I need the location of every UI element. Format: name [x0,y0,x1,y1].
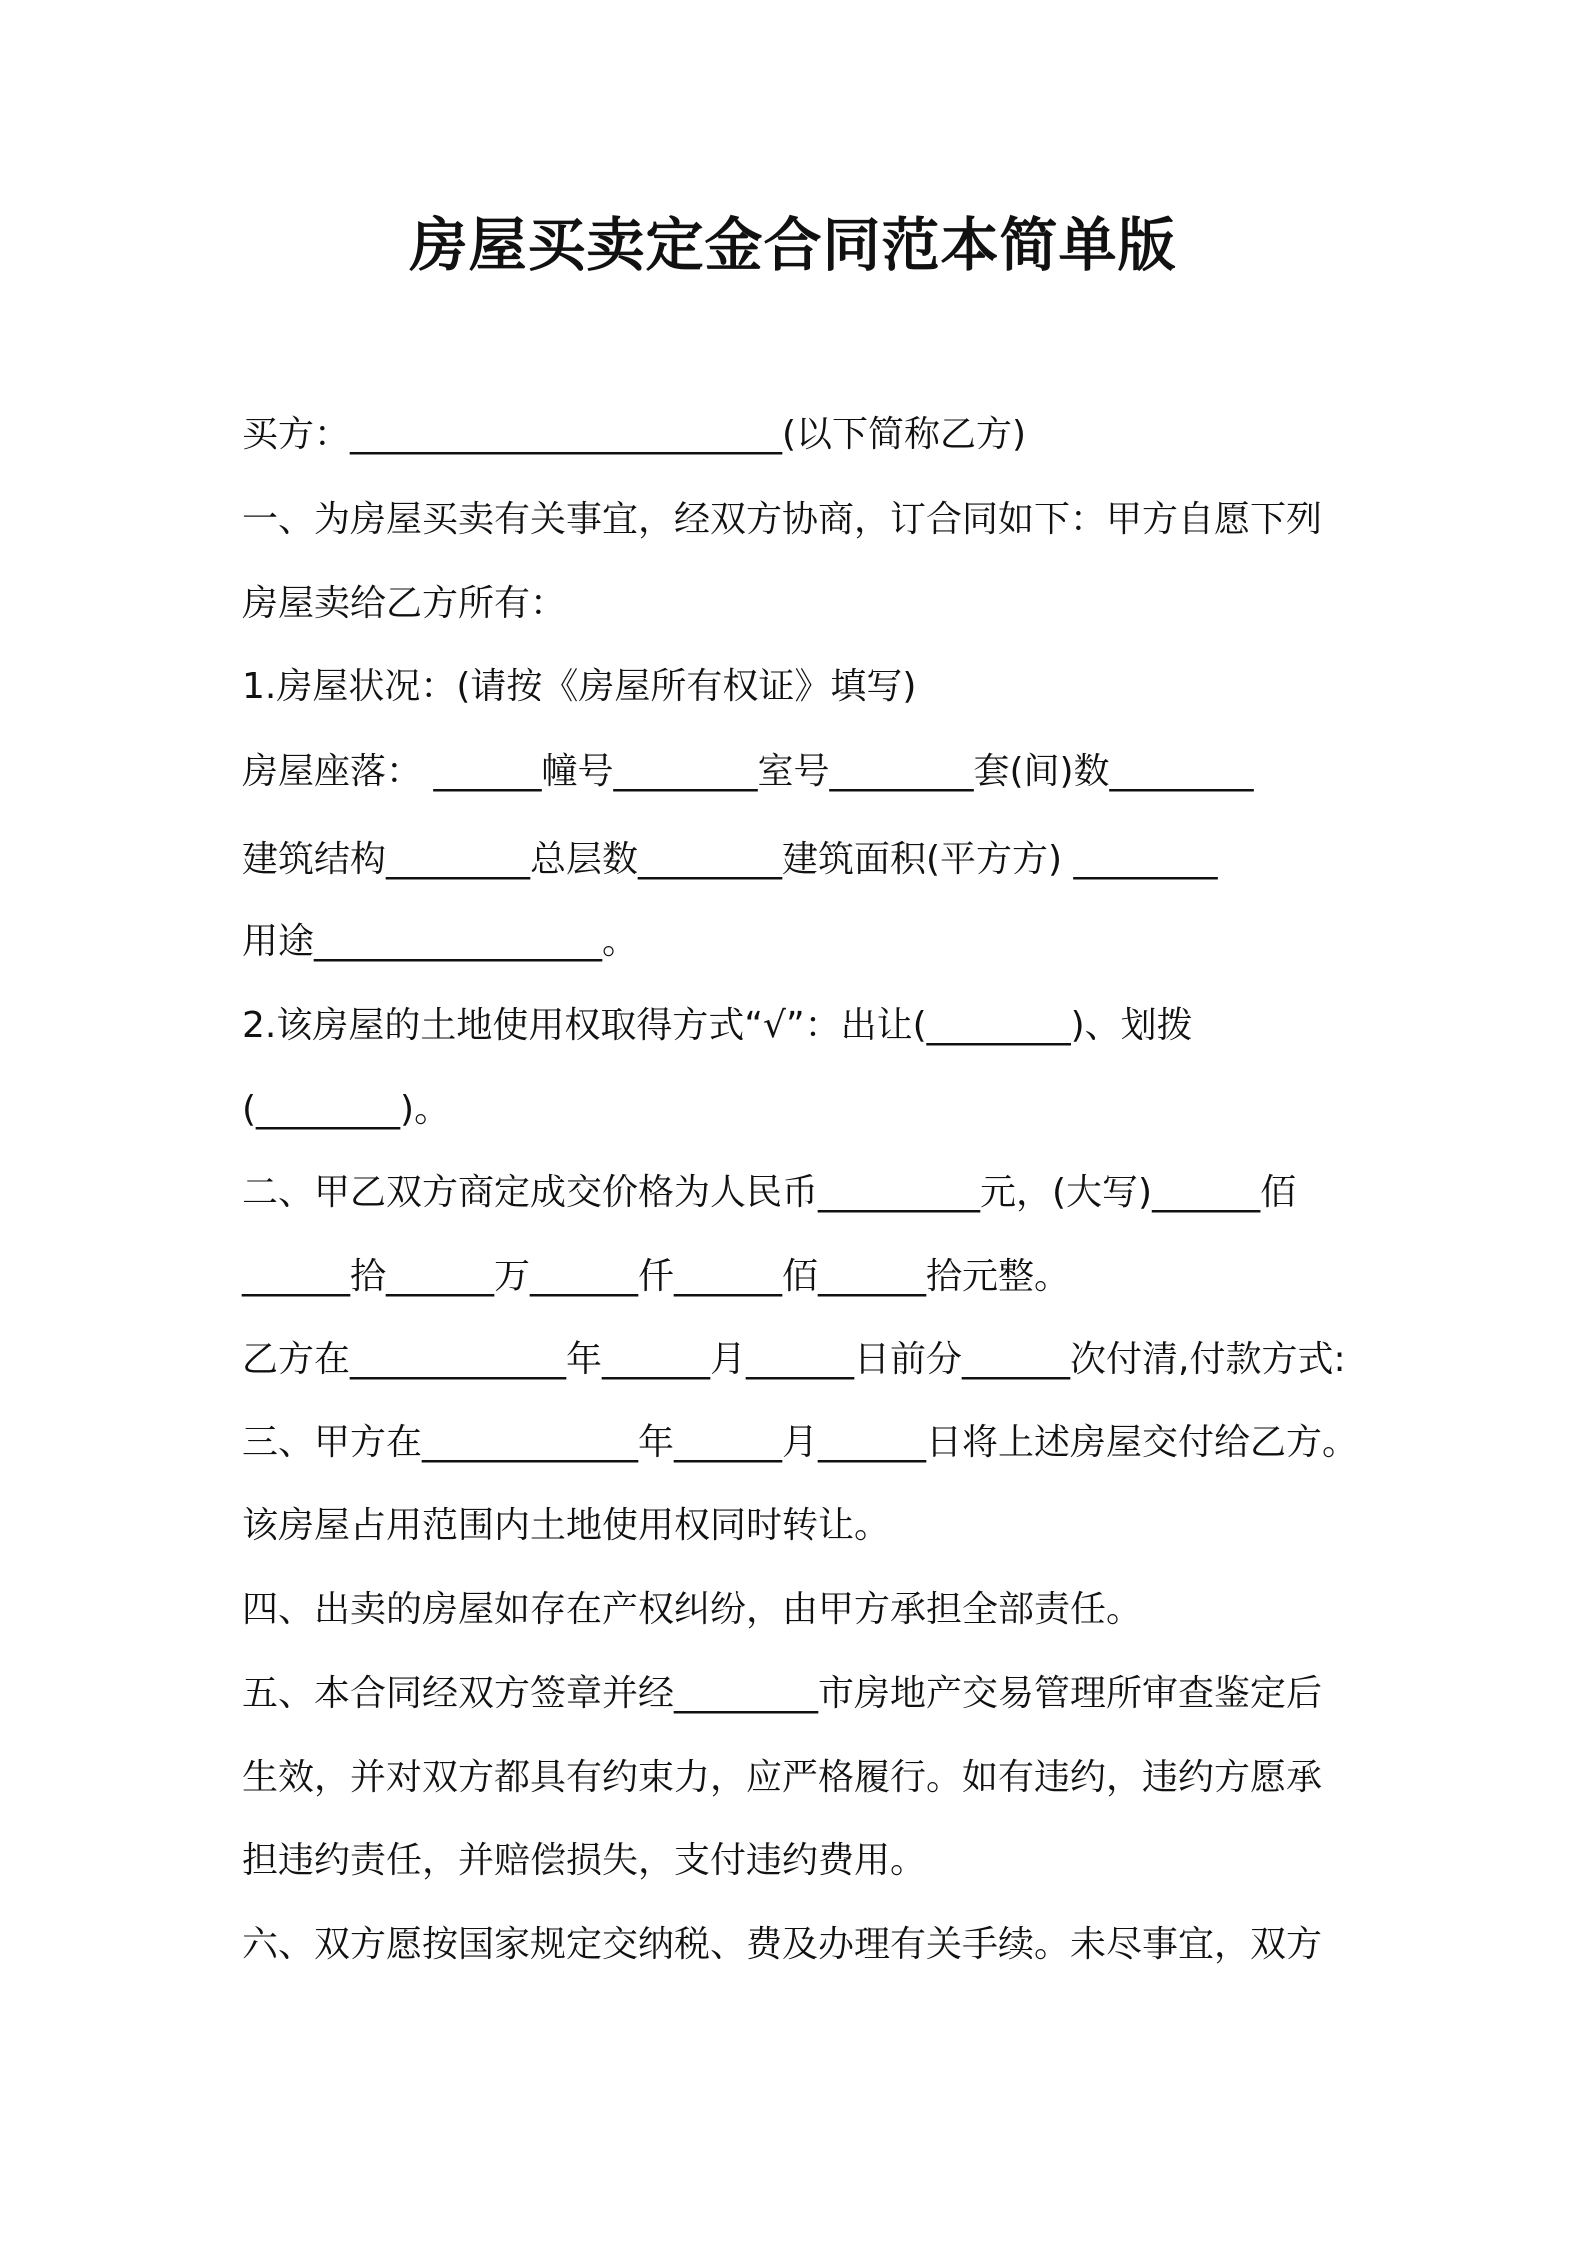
clause-5-line-3: 担违约责任，并赔偿损失，支付违约费用。 [242,1840,927,1881]
price-line-2: ______拾______万______仟______佰______拾元整。 [242,1256,1071,1297]
clause-5-line-2: 生效，并对双方都具有约束力，应严格履行。如有违约，违约方愿承 [242,1757,1323,1798]
property-location-line: 房屋座落： ______幢号________室号________套(间)数________ [242,751,1254,792]
clause-4-line: 四、出卖的房屋如存在产权纠纷，由甲方承担全部责任。 [242,1589,1143,1630]
clause-1-intro-line-2: 房屋卖给乙方所有： [242,583,567,624]
buyer-line: 买方：________________________(以下简称乙方) [242,414,1027,455]
clause-5-line-1: 五、本合同经双方签章并经________市房地产交易管理所审查鉴定后 [242,1673,1323,1714]
land-use-right-line-2: (________)。 [242,1089,451,1130]
payment-line: 乙方在____________年______月______日前分______次付清,付款方式: [242,1339,1346,1380]
clause-1-intro-line-1: 一、为房屋买卖有关事宜，经双方协商，订合同如下：甲方自愿下列 [242,499,1323,540]
clause-6-line-1: 六、双方愿按国家规定交纳税、费及办理有关手续。未尽事宜，双方 [242,1924,1323,1965]
property-status-heading: 1.房屋状况：(请按《房屋所有权证》填写) [242,666,917,707]
clause-3-line-1: 三、甲方在____________年______月______日将上述房屋交付给乙方。 [242,1422,1359,1463]
price-line-1: 二、甲乙双方商定成交价格为人民币_________元，(大写)______佰 [242,1172,1297,1213]
land-use-right-line-1: 2.该房屋的土地使用权取得方式“√”：出让(________)、划拨 [242,1005,1193,1046]
building-structure-line: 建筑结构________总层数________建筑面积(平方方) ________ [242,839,1218,880]
clause-3-line-2: 该房屋占用范围内土地使用权同时转让。 [242,1505,891,1546]
document-title: 房屋买卖定金合同范本简单版 [409,211,1177,279]
usage-line: 用途________________。 [242,921,639,962]
